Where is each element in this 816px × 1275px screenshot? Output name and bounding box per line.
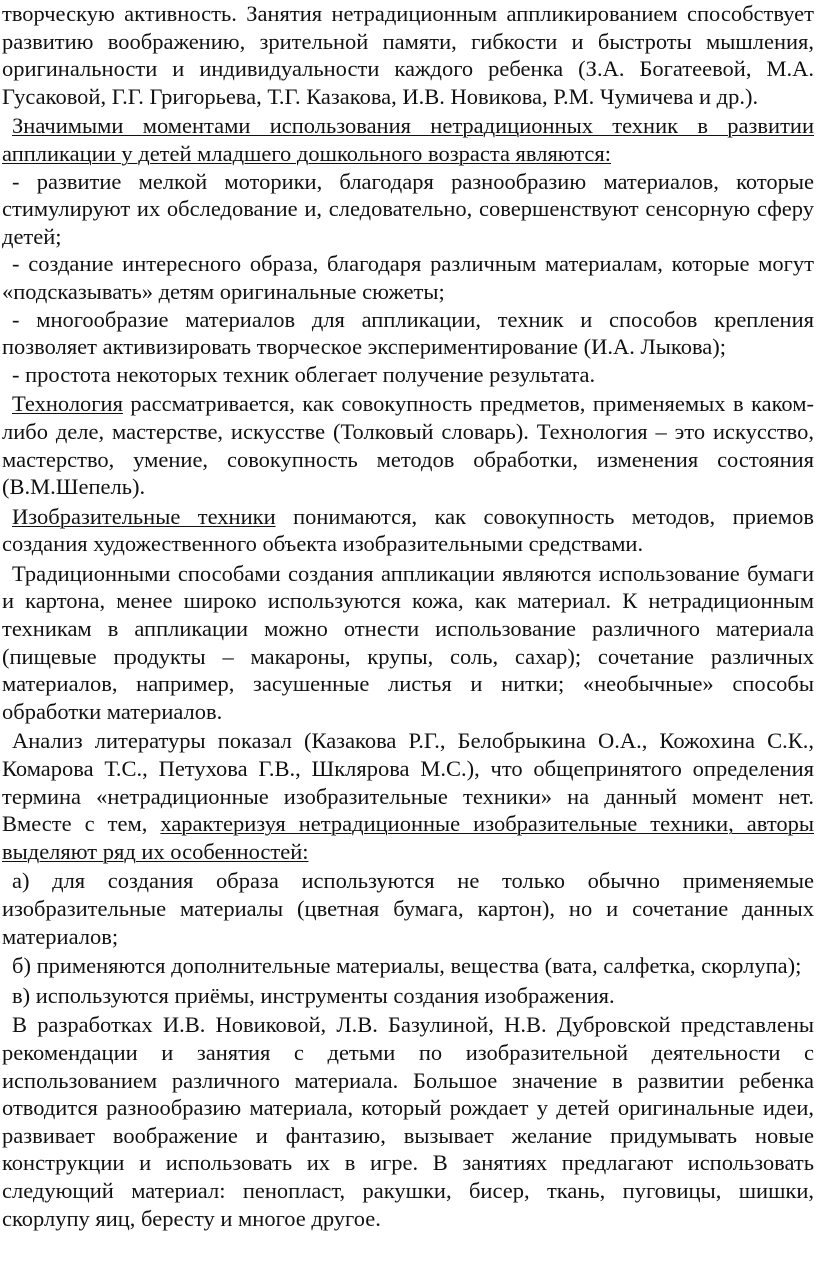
paragraph-intro: творческую активность. Занятия нетрадиционным аппликированием способствует развитию воображению, зрительной памяти, гибкости и быстроты мышления, оригинальности и индивидуальности каждого ребенка (З.А. Богатеевой, М.А. Гусаковой, Г.Г. Григорьева, Т.Г. Казакова, И.В. Новикова, Р.М. Чумичева и др.). [2, 1, 814, 109]
paragraph-traditional-methods: Традиционными способами создания аппликации являются использование бумаги и картона, менее широко используются кожа, как материал. К нетрадиционным техникам в аппликации можно отнести использование различного материала (пищевые продукты – макароны, крупы, соль, сахар); сочетание различных материалов, например, засушенные листья и нитки; «необычные» способы обработки материалов. [2, 560, 814, 724]
list-item-fine-motor: - развитие мелкой моторики, благодаря разнообразию материалов, которые стимулируют их обследование и, следовательно, совершенствуют сенсорную сферу детей; [2, 168, 814, 249]
features-underlined-text: характеризуя нетрадиционные изобразительные техники, авторы выделяют ряд их особенностей: [2, 811, 814, 864]
list-item-c: в) используются приёмы, инструменты создания изображения. [12, 982, 615, 1008]
paragraph-literature-analysis: Анализ литературы показал (Казакова Р.Г., Белобрыкина О.А., Кожохина С.К., Комарова Т.С., Петухова Г.В., Шклярова М.С.), что общепринятого определения термина «нетрадиционные изобразительные техники» на данный момент нет. Вместе с тем, характеризуя нетрадиционные изобразительные техники, авторы выделяют ряд их особенностей: [2, 728, 814, 864]
key-moments-underlined-text: Значимыми моментами использования нетрадиционных техник в развитии аппликации у детей младшего дошкольного возраста являются: [2, 113, 814, 166]
list-item-a: а) для создания образа используются не только обычно применяемые изобразительные материалы (цветная бумага, картон), но и сочетание данных материалов; [2, 868, 814, 949]
visual-techniques-definition: понимаются, как совокупность методов, приемов создания художественного объекта изобразительными средствами. [2, 503, 814, 557]
list-item-b: б) применяются дополнительные материалы, вещества (вата, салфетка, скорлупа); [12, 953, 802, 979]
paragraph-technology [2, 390, 814, 500]
list-item-material-variety: - многообразие материалов для аппликации, техник и способов крепления позволяет активизировать творческое экспериментирование (И.А. Лыкова); [2, 306, 814, 360]
paragraph-developments: В разработках И.В. Новиковой, Л.В. Базулиной, Н.В. Дубровской представлены рекомендации и занятия с детьми по изобразительной деятельности с использованием различного материала. Большое значение в развитии ребенка отводится разнообразию материала, который рождает у детей оригинальные идеи, развивает воображение и фантазию, вызывает желание придумывать новые конструкции и использовать их в игре. В занятиях предлагают использовать следующий материал: пенопласт, ракушки, бисер, ткань, пуговицы, шишки, скорлупу яиц, бересту и многое другое. [2, 1012, 814, 1231]
list-item-interesting-image: - создание интересного образа, благодаря различным материалам, которые могут «подсказывать» детям оригинальные сюжеты; [2, 251, 814, 304]
visual-techniques-term: Изобразительные техники [12, 503, 276, 529]
technology-term: Технология [12, 391, 123, 417]
technology-definition: рассматривается, как совокупность предметов, применяемых в каком-либо деле, мастерстве, искусстве (Толковый словарь). Технология – это искусство, мастерство, умение, совокупность методов обработки, изменения состояния (В.М.Шепель). [2, 391, 814, 500]
paragraph-key-moments-heading [2, 112, 814, 167]
paragraph-visual-techniques [2, 503, 814, 558]
list-item-simplicity: - простота некоторых техник облегает получение результата. [12, 361, 596, 387]
